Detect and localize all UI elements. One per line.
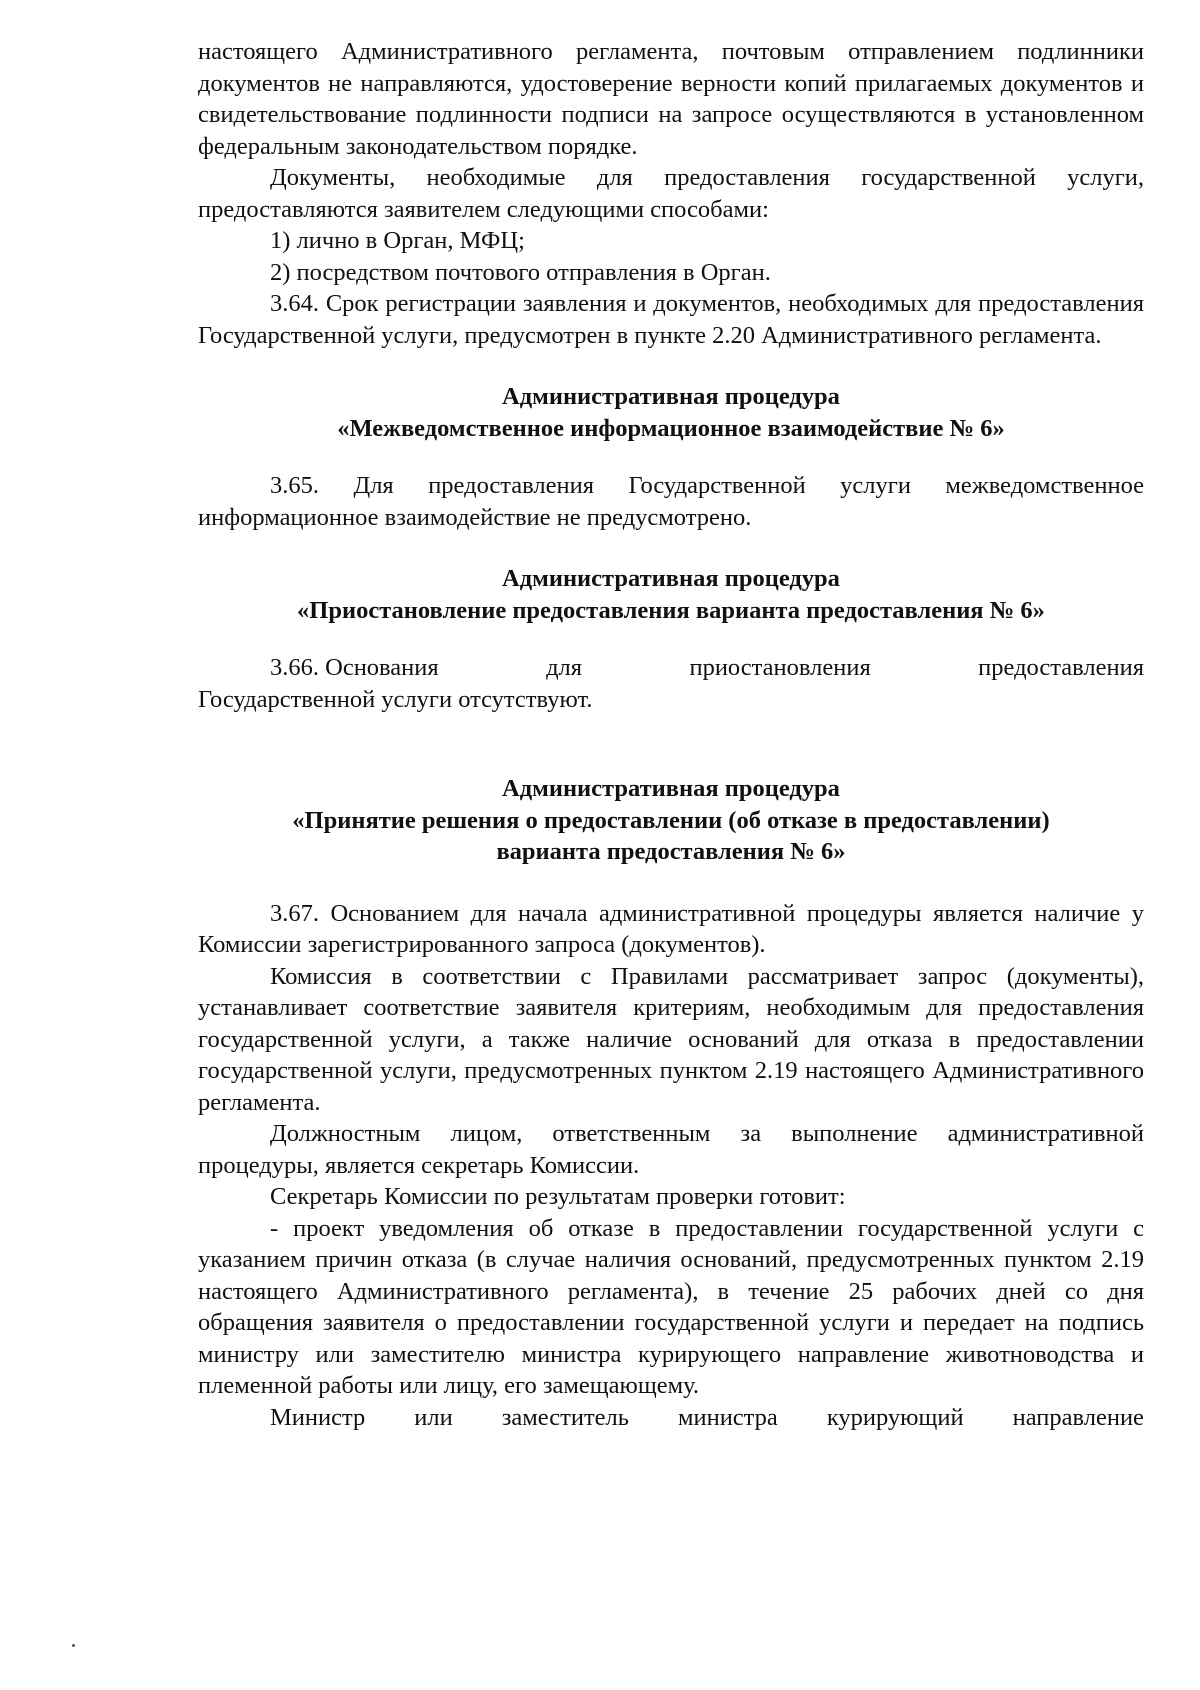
paragraph-3-66-line1: [198, 652, 1144, 684]
word: Министр: [270, 1403, 366, 1431]
scan-speck: [72, 1644, 75, 1647]
word: для: [546, 654, 583, 681]
paragraph-3-67: 3.67. Основанием для начала административной процедуры является наличие у Комиссии зарегистрированного запроса (документов).: [198, 899, 1144, 958]
heading-line: «Принятие решения о предоставлении (об отказе в предоставлении): [292, 806, 1050, 834]
heading-line: Административная процедура: [502, 775, 840, 802]
word: или: [414, 1403, 453, 1431]
word: предоставления: [978, 654, 1144, 681]
paragraph-secretary-prepares: Секретарь Комиссии по результатам проверки готовит:: [270, 1183, 846, 1210]
word: курирующий: [826, 1403, 964, 1431]
heading-line: варианта предоставления № 6»: [496, 838, 846, 865]
paragraph-commission-review: Комиссия в соответствии с Правилами рассматривает запрос (документы), устанавливает соответствие заявителя критериям, необходимым для предоставления государственной услуги, а также наличие оснований для отказа в предоставлении государственной услуги, предусмотренных пунктом 2.19 настоящего Административного регламента.: [198, 962, 1144, 1116]
paragraph-responsible-official: Должностным лицом, ответственным за выполнение административной процедуры, является секретарь Комиссии.: [198, 1120, 1144, 1179]
paragraph-refusal-notice-draft: - проект уведомления об отказе в предоставлении государственной услуги с указанием причин отказа (в случае наличия оснований, предусмотренных пунктом 2.19 настоящего Административного регламента), в течение 25 рабочих дней со дня обращения заявителя о предоставлении государственной услуги и передает на подпись министру или заместителю министра курирующего направление животноводства и племенной работы или лицу, его замещающему.: [198, 1214, 1144, 1399]
list-item-by-mail: 2) посредством почтового отправления в Орган.: [270, 258, 771, 286]
word: приостановления: [689, 654, 871, 681]
section-heading-suspension: [198, 563, 1144, 626]
section-heading-interagency: [198, 381, 1144, 444]
paragraph-3-65: 3.65. Для предоставления Государственной услуги межведомственное информационное взаимодействие не предусмотрено.: [198, 472, 1144, 531]
paragraph-3-64: 3.64. Срок регистрации заявления и документов, необходимых для предоставления Государственной услуги, предусмотрен в пункте 2.20 Административного регламента.: [198, 290, 1144, 349]
word: министра: [677, 1403, 778, 1431]
paragraph-documents-methods: Документы, необходимые для предоставления государственной услуги, предоставляются заявителем следующими способами:: [198, 164, 1144, 223]
heading-line: Административная процедура: [502, 565, 840, 592]
word: направление: [1012, 1403, 1144, 1431]
paragraph-3-66-line2: Государственной услуги отсутствуют.: [198, 685, 593, 713]
word: заместитель: [501, 1403, 629, 1431]
section-heading-decision: [198, 773, 1144, 868]
document-body: [198, 36, 1144, 1433]
word: 3.66. Основания: [270, 654, 439, 681]
heading-line: «Приостановление предоставления варианта предоставления № 6»: [297, 596, 1045, 624]
list-item-in-person: 1) лично в Орган, МФЦ;: [270, 227, 525, 254]
heading-line: Административная процедура: [502, 383, 840, 410]
paragraph-minister-line: [198, 1402, 1144, 1434]
heading-line: «Межведомственное информационное взаимодействие № 6»: [337, 414, 1005, 442]
paragraph-continuation: настоящего Административного регламента, почтовым отправлением подлинники документов не направляются, удостоверение верности копий прилагаемых документов и свидетельствование подлинности подписи на запросе осуществляются в установленном федеральным законодательством порядке.: [198, 38, 1144, 160]
